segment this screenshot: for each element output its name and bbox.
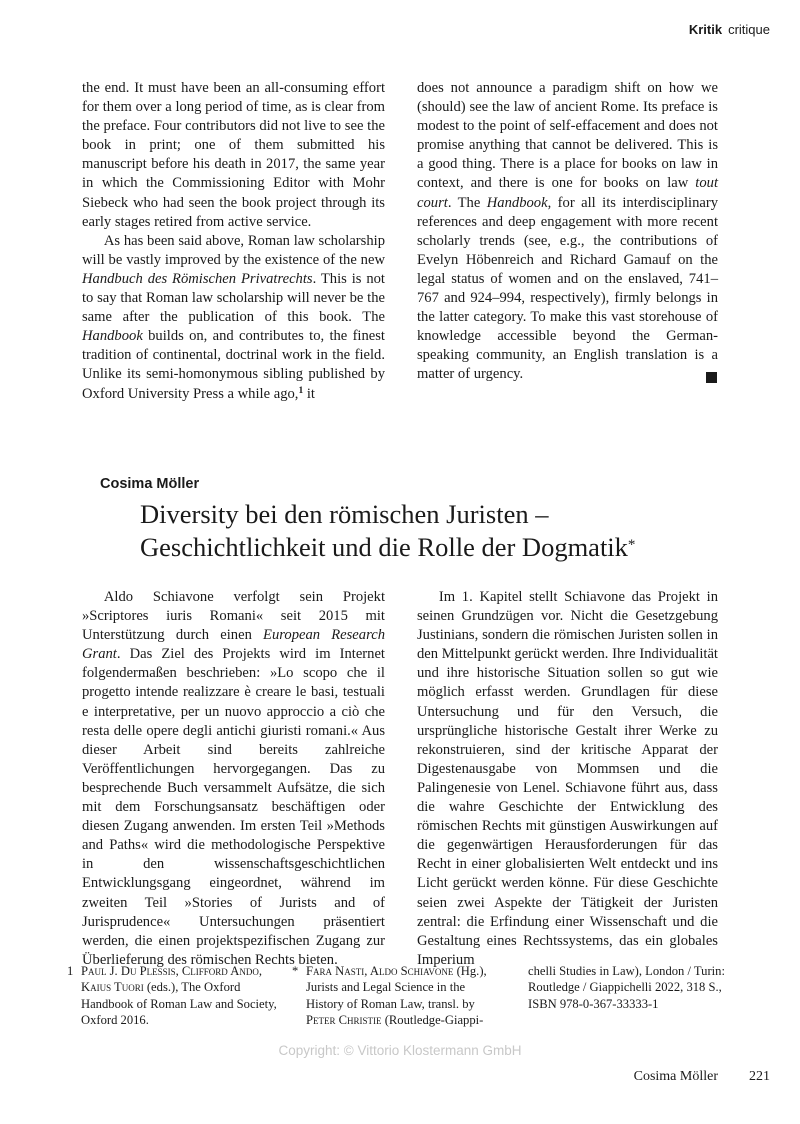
title-line-2: Geschichtlichkeit und die Rolle der Dogmatik* <box>140 532 636 562</box>
footnote-1: 1 Paul J. Du Plessis, Clifford Ando, Kaius Tuori (eds.), The Oxford Handbook of Roman Law and Society, Oxford 2016. <box>67 964 277 1028</box>
subsection-label: critique <box>728 22 770 37</box>
review1-column-right <box>417 79 718 385</box>
title-footnote-mark[interactable]: * <box>627 537 636 553</box>
paragraph: Aldo Schiavone verfolgt sein Projekt »Scriptores iuris Romani« seit 2015 mit Unterstützung durch einen European Research Grant. Das Ziel des Projekts wird im Internet folgendermaßen beschrieben: »Lo scopo che il progetto intende realizzare è creare le basi, testuali e interpretative, per un nuovo approccio a ciò che resta delle opere degli antichi giuristi romani.« Aus dieser Arbeit sind bereits zahlreiche Veröffentlichungen hervorgegangen. Das zu besprechende Buch versammelt Aufsätze, die sich mit dem Forschungsansatz beschäftigen oder diesen Zugang anwenden. Im ersten Teil »Methods and Paths« wird die methodologische Perspektive in den wissenschaftsgeschichtlichen Entwicklungsgang eingeordnet, während im zweiten Teil »Stories of Jurists and of Jurisprudence« Untersuchungen präsentiert werden, die einen projektspezifischen Zugang zur Überlieferung des römischen Rechts bieten. <box>82 589 385 968</box>
copyright-watermark: Copyright: © Vittorio Klostermann GmbH <box>278 1043 522 1058</box>
paragraph: Im 1. Kapitel stellt Schiavone das Projekt in seinen Grundzügen vor. Nicht die Gesetzgebung Justinians, sondern die römischen Juristen sollen in den Mittelpunkt gerückt werden. Ihre Individualität und ihre historische Situation sollen so gut wie möglich erfasst werden. Grundlagen für diese Untersuchung und für den Versuch, die ursprüngliche historische Gestalt ihrer Werke zu rekonstruieren, sind der kritische Apparat der Digestenausgabe von Mommsen und die Palingenesie von Lenel. Schiavone führt aus, dass die wahre Geschichte der Entwicklung des römischen Rechts mit günstigen Auswirkungen auf die gegenwärtigen Herausforderungen für das Recht in einer globalisierten Welt entdeckt und ins Licht gerückt werden könne. Für diese Geschichte seien zwei Aspekte der Tätigkeit der Juristen zentral: die Erfindung einer Wissenschaft und die Gestaltung eines Rechtssystems, das ein globales Imperium <box>417 589 718 968</box>
title-line-1: Diversity bei den römischen Juristen – <box>140 499 549 529</box>
review2-column-right <box>417 588 718 970</box>
review-author: Cosima Möller <box>100 476 200 492</box>
footnote-ref[interactable]: 1 <box>298 385 304 396</box>
review-title <box>140 498 740 564</box>
footer-author: Cosima Möller <box>633 1069 718 1084</box>
running-header <box>689 22 770 37</box>
paragraph: the end. It must have been an all-consuming effort for them over a long period of time, as is clear from the preface. Four contributors did not live to see the book in print; one of them submitted his manuscript before his death in 2017, the same year in which the Commissioning Editor with Mohr Siebeck who had seen the book project through its early stages retired from active service. <box>82 80 385 230</box>
footnote-number: 1 <box>67 964 74 978</box>
footnote-star: * Fara Nasti, Aldo Schiavone (Hg.), Jurists and Legal Science in the History of Roman Law, transl. by Peter Christie (Routledge-Giappi- <box>292 964 487 1028</box>
page-number: 221 <box>749 1069 770 1084</box>
section-label: Kritik <box>688 22 723 37</box>
paragraph: As has been said above, Roman law scholarship will be vastly improved by the existence of the new Handbuch des Römischen Privatrechts. This is not to say that Roman law scholarship will never be the same after the publication of this book. The Handbook builds on, and contributes to, the finest tradition of continental, doctrinal work in the field. Unlike its semi-homonymous sibling published by Oxford University Press a while ago,$^1$ it <box>82 232 385 402</box>
review1-column-left <box>82 79 385 404</box>
paragraph: does not announce a paradigm shift on how we (should) see the law of ancient Rome. Its preface is modest to the point of self-effacement and does not promise anything that cannot be delivered. This is a good thing. There is a place for books on law in context, and there is one for books on law tout court. The Handbook, for all its interdisciplinary references and deep engagement with more recent scholarly trends (see, e.g., the contributions of Evelyn Höbenreich and Richard Gamauf on the legal status of women and on the enslaved, 741–767 and 924–994, respectively), firmly belongs in the latter category. To make this vast storehouse of knowledge accessible beyond the German-speaking community, an English translation is a matter of urgency. <box>417 80 719 383</box>
footnote-number: * <box>292 964 299 978</box>
footnote-star-continued: chelli Studies in Law), London / Turin: Routledge / Giappichelli 2022, 318 S., ISBN 978-0-367-33333-1 <box>528 964 725 1011</box>
review2-column-left <box>82 588 385 970</box>
end-of-article-mark <box>706 372 717 383</box>
